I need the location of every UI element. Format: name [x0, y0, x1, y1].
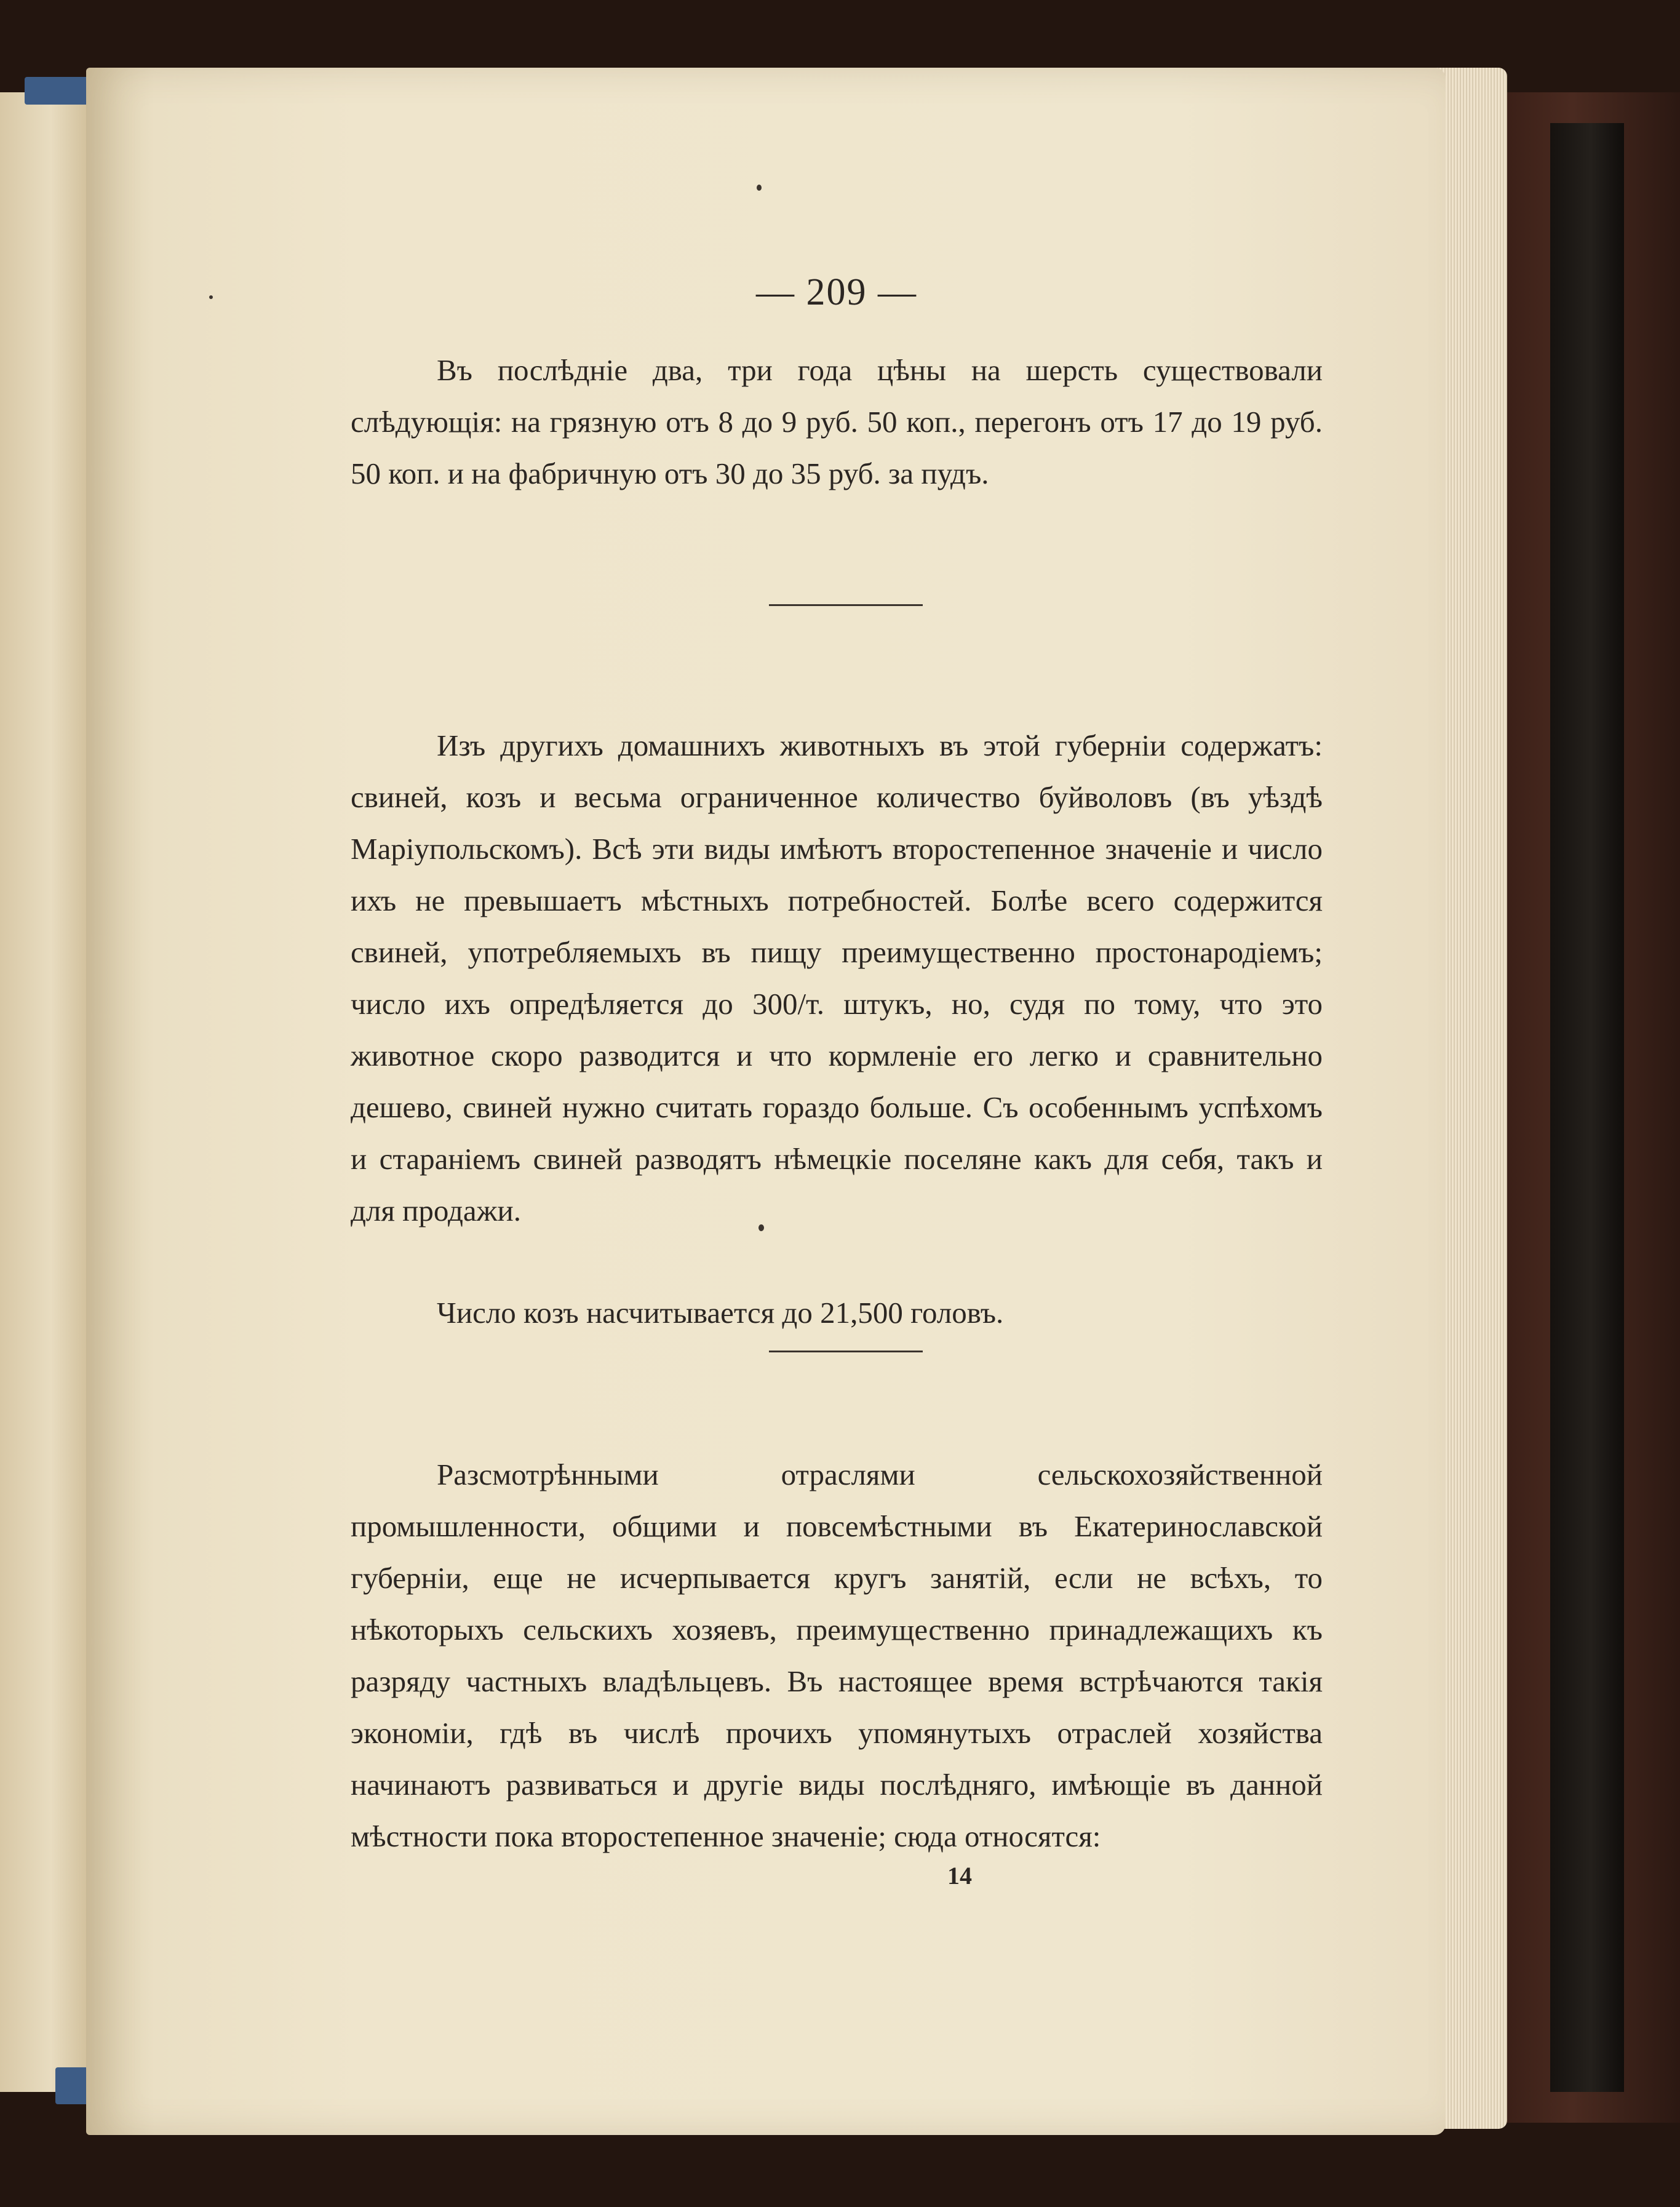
- ink-speck: [757, 185, 762, 191]
- section-divider: [769, 604, 923, 606]
- paragraph-wool-prices: Въ послѣдніе два, три года цѣны на шерсть существовали слѣдующія: на грязную отъ 8 до 9 руб. 50 коп., перегонъ отъ 17 до 19 руб. 50 коп. и на фабричную отъ 30 до 35 руб. за пудъ.: [351, 353, 1323, 490]
- signature-mark: 14: [947, 1862, 972, 1890]
- ink-speck: [209, 295, 213, 299]
- paragraph-livestock: Изъ другихъ домашнихъ животныхъ въ этой губерніи содержатъ: свиней, козъ и весьма ограниченное количество буйволовъ (въ уѣздѣ Маріупольскомъ). Всѣ эти виды имѣютъ второстепенное значеніе и число ихъ не превышаетъ мѣстныхъ потребностей. Болѣе всего содержится свиней, употребляемыхъ въ пищу преимущественно простонародіемъ; число ихъ опредѣляется до 300/т. штукъ, но, судя по тому, что это животное скоро разводится и что кормленіе его легко и сравнительно дешево, свиней нужно считать гораздо больше. Съ особеннымъ успѣхомъ и стараніемъ свиней разводятъ нѣмецкіе поселяне какъ для себя, такъ и для продажи.: [351, 728, 1323, 1227]
- ink-speck: [758, 1224, 764, 1231]
- book-page: [86, 68, 1446, 2135]
- facing-page: [0, 92, 92, 2092]
- section-divider: [769, 1351, 923, 1352]
- paragraph-other-branches: Разсмотрѣнными отраслями сельскохозяйственной промышленности, общими и повсемѣстными въ Екатеринославской губерніи, еще не исчерпывается кругъ занятій, если не всѣхъ, то нѣкоторыхъ сельскихъ хозяевъ, преимущественно принадлежащихъ къ разряду частныхъ владѣльцевъ. Въ настоящее время встрѣчаются такія экономіи, гдѣ въ числѣ прочихъ упомянутыхъ отраслей хозяйства начинаютъ развиваться и другіе виды послѣдняго, имѣющіе въ данной мѣстности пока второстепенное значеніе; сюда относятся:: [351, 1458, 1323, 1853]
- page-number: — 209 —: [756, 271, 917, 313]
- book-cover-edge: [1550, 123, 1624, 2092]
- paragraph-goats: Число козъ насчитывается до 21,500 головъ.: [437, 1296, 1004, 1330]
